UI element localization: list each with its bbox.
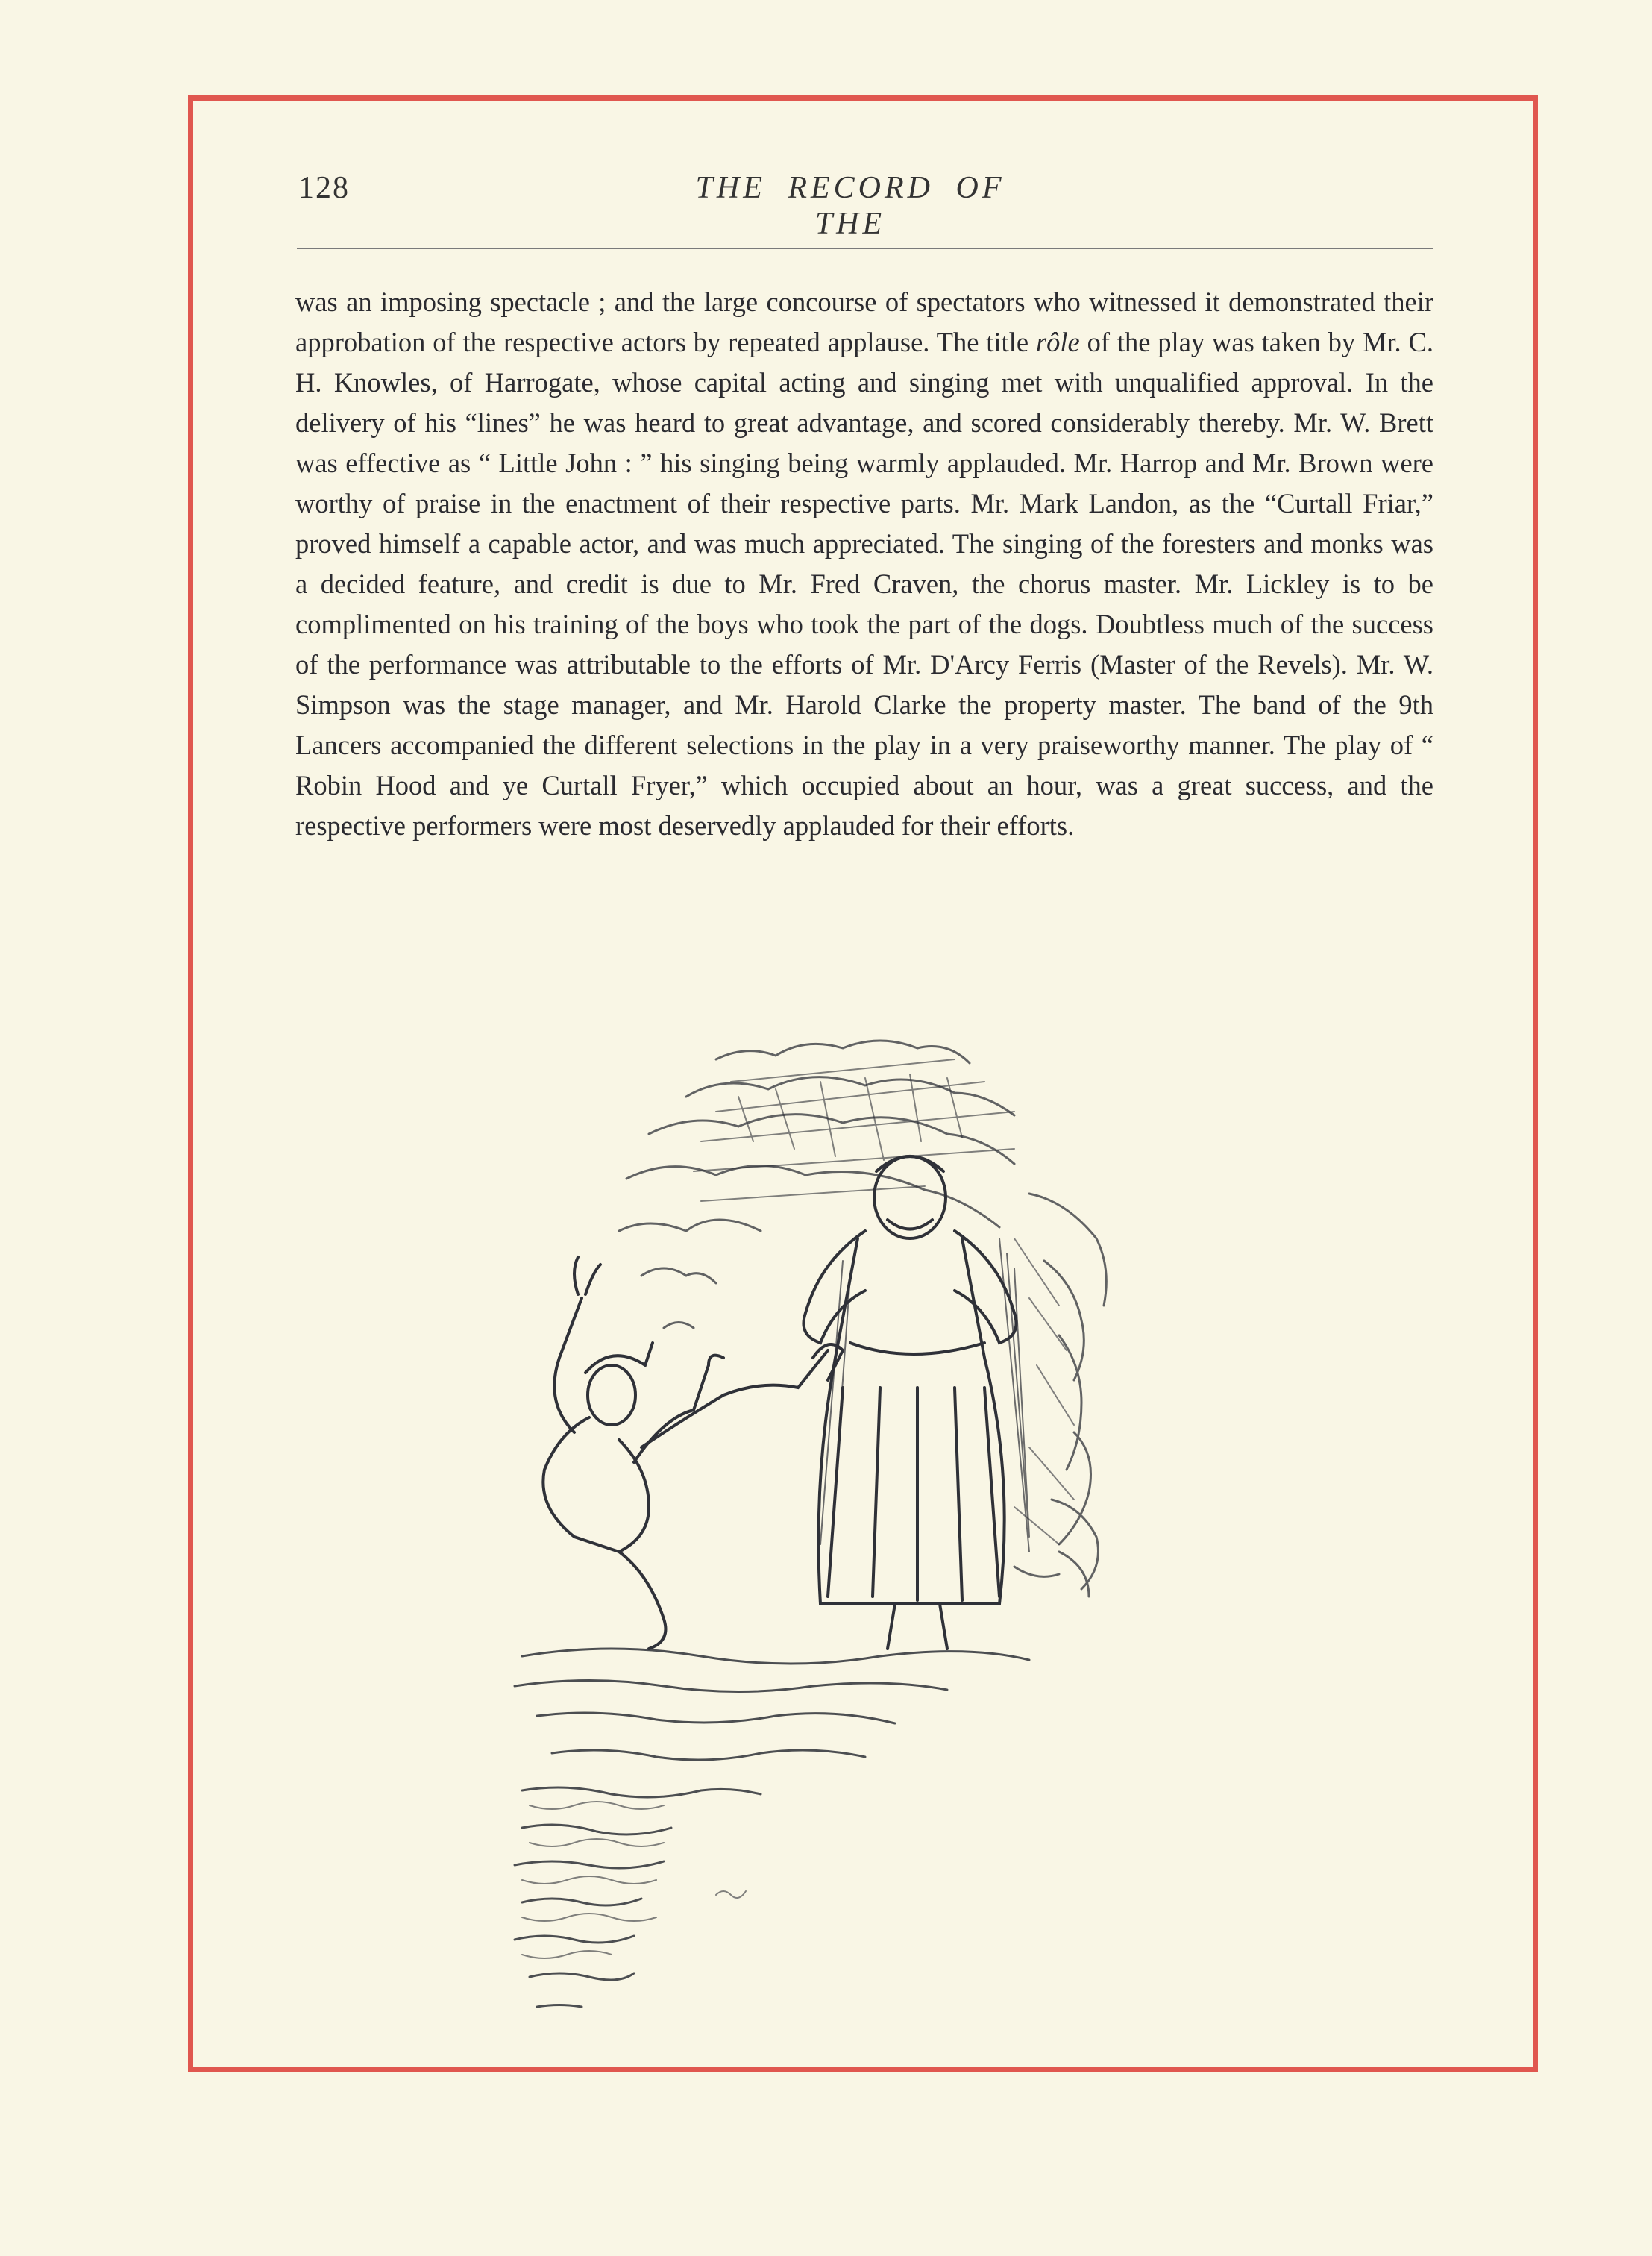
text-segment: was an imposing spectacle ; and the large concourse of spectators who witnessed it demonstrated their approbation of the respective actors by repeated applause. The title — [295, 286, 1433, 357]
falling-man-figure — [543, 1257, 843, 1649]
body-paragraph — [295, 282, 1433, 846]
friar-throwing-man-into-stream-icon — [492, 1015, 1223, 2037]
text-segment: of the play was taken by Mr. C. H. Knowles, of Harrogate, whose capital acting and singing met with unqualified approval. In the delivery of his “lines” he was heard to great advantage, and scored considerably thereby. Mr. W. Brett was effective as “ Little John : ” his singing being warmly applauded. Mr. Harrop and Mr. Brown were worthy of praise in the enactment of their respective parts. Mr. Mark Landon, as the “Curtall Friar,” proved himself a capable actor, and was much appreciated. The singing of the foresters and monks was a decided feature, and credit is due to Mr. Fred Craven, the chorus master. Mr. Lickley is to be complimented on his training of the boys who took the part of the dogs. Doubtless much of the success of the performance was attributable to the efforts of Mr. D'Arcy Ferris (Master of the Revels). Mr. W. Simpson was the stage manager, and Mr. Harold Clarke the property master. The band of the 9th Lancers accompanied the different selections in the play in a very praiseworthy manner. The play of “ Robin Hood and ye Curtall Fryer,” which occupied about an hour, was a great success, and the respective performers were most deservedly applauded for their efforts. — [295, 327, 1433, 841]
foliage-hatching — [619, 1041, 1106, 1597]
page-number: 128 — [298, 171, 350, 205]
italic-word: rôle — [1035, 327, 1080, 357]
paragraph — [295, 282, 1433, 846]
header-rule — [297, 248, 1433, 249]
friar-robe-shading — [820, 1238, 1029, 1552]
running-title: THE RECORD OF THE — [695, 171, 1005, 241]
friar-figure — [804, 1156, 1017, 1649]
running-head — [298, 170, 1432, 241]
stream-water — [515, 1649, 1029, 2007]
friar-illustration — [492, 1015, 1223, 2037]
